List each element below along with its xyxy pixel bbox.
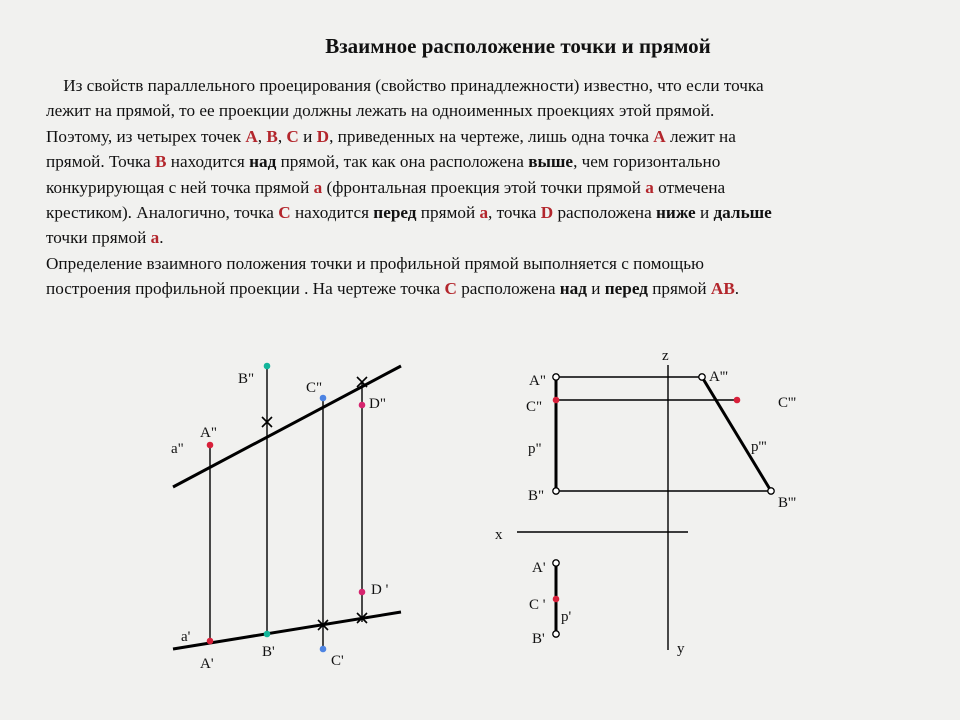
label-A3: A''' xyxy=(709,369,728,385)
label-B2-right: B" xyxy=(528,488,545,504)
label-C2: C" xyxy=(306,380,323,396)
point-B1 xyxy=(264,631,271,638)
label-C3: C''' xyxy=(778,395,797,411)
point-C-ref-2: С xyxy=(278,203,291,223)
word-over: над xyxy=(249,152,277,172)
label-a1: a' xyxy=(181,629,191,645)
line-a-ref-2: а xyxy=(645,177,654,197)
word-front: перед xyxy=(373,203,417,223)
label-C1-right: C ' xyxy=(529,597,546,613)
slide-title: Взаимное расположение точки и прямой xyxy=(325,34,711,58)
point-A1-right xyxy=(553,560,559,566)
point-A2-right xyxy=(553,374,559,380)
label-x: x xyxy=(495,527,503,543)
point-B2-right xyxy=(553,488,559,494)
point-C-ref-3: С xyxy=(444,279,457,299)
point-B1-right xyxy=(553,631,559,637)
label-z: z xyxy=(662,348,669,364)
point-A1 xyxy=(207,638,214,645)
line-a-ref: а xyxy=(313,177,323,197)
label-C1: C' xyxy=(331,653,344,669)
para-line-3: Поэтому, из четырех точек А, В, С и D, приведенных на чертеже, лишь одна точка А лежит на xyxy=(46,126,736,146)
label-A1-right: A' xyxy=(532,560,546,576)
label-p1: p' xyxy=(561,609,572,625)
point-B2 xyxy=(264,363,271,370)
label-p2: p" xyxy=(528,441,542,457)
point-B-ref-2: В xyxy=(154,152,167,172)
point-C3 xyxy=(734,397,741,404)
point-A2 xyxy=(207,442,214,449)
line-a-horizontal xyxy=(173,612,401,649)
para-line-6: крестиком). Аналогично, точка С находится перед прямой а, точка D расположена ниже и дальше xyxy=(46,203,772,223)
label-a2: a" xyxy=(171,441,184,457)
label-A2: A" xyxy=(200,425,217,441)
label-y: y xyxy=(677,641,685,657)
para-line-5: конкурирующая с ней точка прямой а (фронтальная проекция этой точки прямой а отмечена xyxy=(46,177,726,197)
word-lower: ниже xyxy=(656,203,696,223)
label-B3: B''' xyxy=(778,495,797,511)
word-over-2: над xyxy=(559,279,587,299)
point-D-ref-2: D xyxy=(540,203,554,223)
label-B1-right: B' xyxy=(532,631,545,647)
label-B2: B" xyxy=(238,371,255,387)
label-A2-right: A" xyxy=(529,373,546,389)
point-D-ref: D xyxy=(316,126,330,146)
point-C1 xyxy=(320,646,327,653)
para-line-1: Из свойств параллельного проецирования (свойство принадлежности) известно, что если точка xyxy=(63,76,764,95)
para-line-2: лежит на прямой, то ее проекции должны лежать на одноименных проекциях этой прямой. xyxy=(46,101,715,121)
word-further: дальше xyxy=(713,203,772,223)
point-A-ref: А xyxy=(245,126,258,146)
point-B-ref: В xyxy=(266,126,278,146)
point-C-ref: С xyxy=(286,126,299,146)
para-line-8: Определение взаимного положения точки и профильной прямой выполняется с помощью xyxy=(46,253,704,273)
para-line-9: построения профильной проекции . На чертеже точка С расположена над и перед прямой АВ. xyxy=(46,279,740,299)
point-D2 xyxy=(359,402,366,409)
point-C1-right xyxy=(553,596,560,603)
word-front-2: перед xyxy=(604,279,648,299)
right-diagram xyxy=(495,348,796,657)
para-line-4: прямой. Точка В находится над прямой, так как она расположена выше, чем горизонтально xyxy=(46,152,721,172)
label-D1: D ' xyxy=(371,582,389,598)
label-p3: p''' xyxy=(751,439,767,455)
point-B3 xyxy=(768,488,774,494)
label-A1: A' xyxy=(200,656,214,672)
word-higher: выше xyxy=(528,152,574,172)
left-diagram xyxy=(171,363,401,672)
line-AB-ref: АВ xyxy=(710,279,735,299)
line-a-ref-3: а xyxy=(479,203,489,223)
line-a-ref-4: а xyxy=(150,228,160,248)
label-C2-right: C" xyxy=(526,399,543,415)
label-B1: B' xyxy=(262,644,275,660)
para-line-7: точки прямой а. xyxy=(46,228,164,248)
line-AB-profile xyxy=(702,377,771,491)
point-A-ref-2: А xyxy=(653,126,666,146)
cross-marks xyxy=(262,377,367,630)
point-D1 xyxy=(359,589,366,596)
label-D2: D" xyxy=(369,396,386,412)
point-C2-right xyxy=(553,397,560,404)
point-A3 xyxy=(699,374,705,380)
